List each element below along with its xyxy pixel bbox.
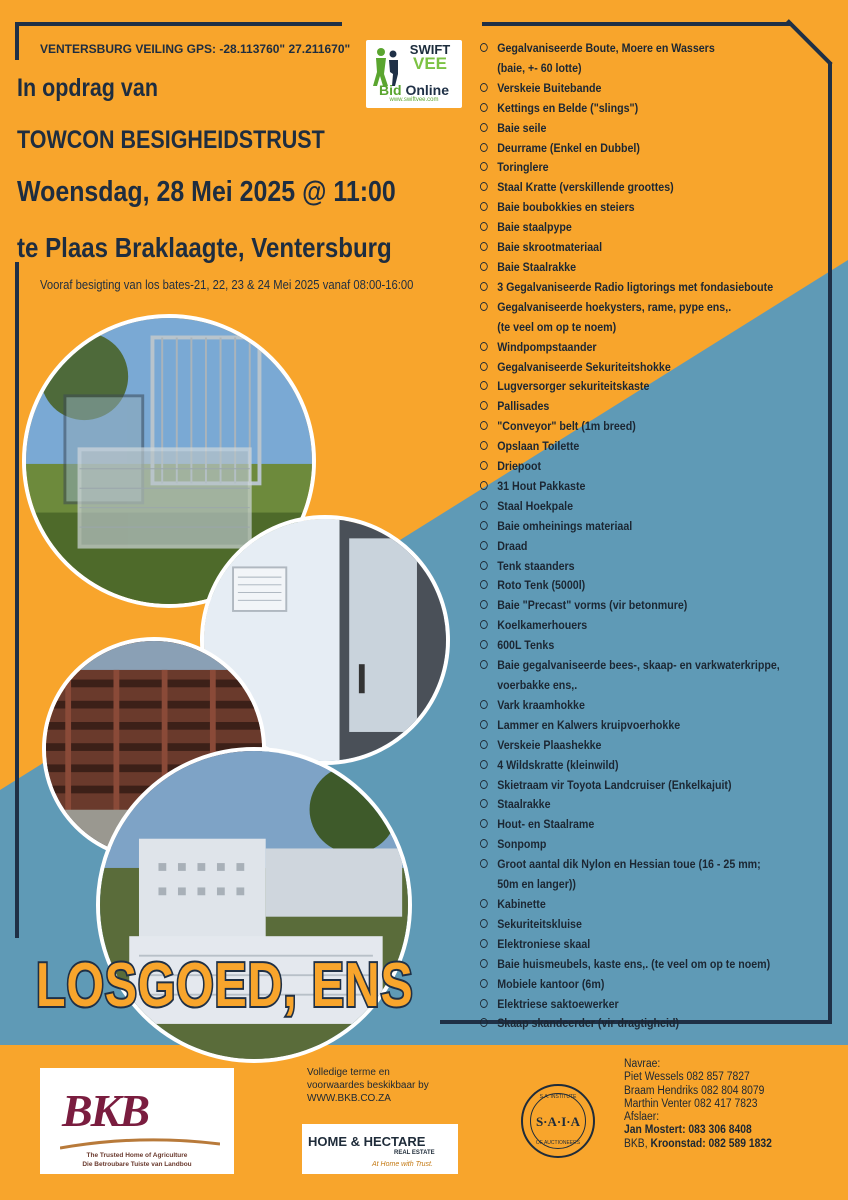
contact-auctioneer	[624, 1124, 822, 1137]
list-item	[480, 457, 841, 477]
list-item-text: Mobiele kantoor (6m)	[497, 976, 605, 991]
list-item-text: Baie skrootmateriaal	[497, 240, 603, 255]
circle-bullet-icon	[480, 1018, 488, 1027]
list-item	[480, 935, 841, 955]
home-hectare-name: HOME & HECTARE	[308, 1134, 426, 1149]
list-item-text: 600L Tenks	[497, 638, 555, 653]
swiftvee-swift-text: SWIFT	[409, 42, 451, 57]
list-item-text: Baie omheinings materiaal	[497, 518, 633, 533]
list-item-text: Opslaan Toilette	[497, 439, 580, 454]
list-item-text: Roto Tenk (5000l)	[497, 578, 586, 593]
list-item	[480, 79, 841, 99]
kroonstad-label: Kroonstad:	[650, 1137, 706, 1150]
circle-bullet-icon	[480, 541, 488, 550]
circle-bullet-icon	[480, 899, 488, 908]
list-item	[480, 537, 841, 557]
bid-word: Bid	[378, 82, 402, 98]
circle-bullet-icon	[480, 939, 488, 948]
list-item-text: Baie boubokkies en steiers	[497, 200, 635, 215]
list-item	[480, 377, 841, 397]
circle-bullet-icon	[480, 43, 488, 52]
contact-1: Piet Wessels 082 857 7827	[624, 1071, 750, 1084]
viewing-dates: Vooraf besigting van los bates-21, 22, 23 & 24 Mei 2025 vanaf 08:00-16:00	[40, 278, 414, 292]
list-item	[480, 278, 841, 298]
list-item-text: Kettings en Belde ("slings")	[497, 100, 639, 115]
bid-online-text	[366, 82, 462, 98]
list-item	[480, 835, 841, 855]
list-item-text: 50m en langer))	[497, 877, 576, 892]
circle-bullet-icon	[480, 720, 488, 729]
list-item-text: Driepoot	[497, 459, 542, 474]
list-item	[480, 119, 841, 139]
kroonstad-number: 082 589 1832	[705, 1137, 772, 1150]
circle-bullet-icon	[480, 740, 488, 749]
circle-bullet-icon	[480, 381, 488, 390]
list-item-text: Sonpomp	[497, 837, 547, 852]
list-item	[480, 895, 841, 915]
list-item-text: Lugversorger sekuriteitskaste	[497, 379, 650, 394]
circle-bullet-icon	[480, 819, 488, 828]
circle-bullet-icon	[480, 521, 488, 530]
list-item	[480, 397, 841, 417]
list-item-text: Staal Hoekpale	[497, 498, 574, 513]
circle-bullet-icon	[480, 202, 488, 211]
circle-bullet-icon	[480, 640, 488, 649]
header-location: te Plaas Braklaagte, Ventersburg	[17, 232, 392, 263]
circle-bullet-icon	[480, 262, 488, 271]
circle-bullet-icon	[480, 362, 488, 371]
list-item	[480, 815, 841, 835]
home-hectare-sub: REAL ESTATE	[394, 1150, 435, 1156]
circle-bullet-icon	[480, 660, 488, 669]
circle-bullet-icon	[480, 919, 488, 928]
circle-bullet-icon	[480, 182, 488, 191]
gps-coordinates: VENTERSBURG VEILING GPS: -28.113760" 27.211670"	[40, 42, 351, 56]
list-item-text: Koelkamerhouers	[497, 618, 588, 633]
circle-bullet-icon	[480, 859, 488, 868]
circle-bullet-icon	[480, 799, 488, 808]
circle-bullet-icon	[480, 760, 488, 769]
online-word: Online	[405, 82, 449, 98]
list-item	[480, 975, 841, 995]
circle-bullet-icon	[480, 401, 488, 410]
circle-bullet-icon	[480, 461, 488, 470]
list-item-text: Sekuriteitskluise	[497, 916, 582, 931]
header-date: Woensdag, 28 Mei 2025 @ 11:00	[17, 176, 396, 208]
list-item	[480, 517, 841, 537]
home-hectare-tagline: At Home with Trust.	[372, 1161, 433, 1168]
circle-bullet-icon	[480, 302, 488, 311]
auctioneer-number: 083 306 8408	[685, 1124, 752, 1137]
list-item-text: (te veel om op te noem)	[497, 319, 617, 334]
circle-bullet-icon	[480, 959, 488, 968]
circle-bullet-icon	[480, 700, 488, 709]
list-item-text: voerbakke ens,.	[497, 678, 578, 692]
list-item	[480, 99, 841, 119]
list-item	[480, 59, 841, 79]
circle-bullet-icon	[480, 600, 488, 609]
list-item-text: 3 Gegalvaniseerde Radio ligtorings met fondasieboute	[497, 279, 774, 294]
list-item	[480, 198, 841, 218]
list-item-text: Hout- en Staalrame	[497, 817, 595, 832]
list-item-text: Staalrakke	[497, 797, 551, 812]
list-item	[480, 477, 841, 497]
list-item-text: Elektroniese skaal	[497, 936, 591, 951]
list-item	[480, 736, 841, 756]
circle-bullet-icon	[480, 282, 488, 291]
circle-bullet-icon	[480, 103, 488, 112]
list-item	[480, 158, 841, 178]
list-item-text: Gegalvaniseerde Sekuriteitshokke	[497, 359, 671, 374]
header-line-1: In opdrag van	[17, 74, 158, 102]
contact-3: Marthin Venter 082 417 7823	[624, 1097, 758, 1110]
list-item	[480, 417, 841, 437]
frame-line-left-lower	[15, 262, 19, 938]
navrae-label: Navrae:	[624, 1058, 661, 1070]
swiftvee-logo	[366, 40, 462, 108]
contact-block	[624, 1058, 822, 1151]
list-item	[480, 576, 841, 596]
list-item	[480, 616, 841, 636]
list-item	[480, 238, 841, 258]
list-item	[480, 795, 841, 815]
terms-text	[307, 1066, 437, 1105]
list-item	[480, 338, 841, 358]
bkb-tagline-en: The Trusted Home of Agriculture	[86, 1152, 188, 1159]
list-item-text: 31 Hout Pakkaste	[497, 478, 586, 493]
list-item	[480, 437, 841, 457]
list-item-text: Pallisades	[497, 399, 550, 414]
list-item	[480, 1014, 841, 1034]
saia-bottom-text: OF AUCTIONEERS	[535, 1140, 581, 1146]
circle-bullet-icon	[480, 342, 488, 351]
circle-bullet-icon	[480, 501, 488, 510]
terms-line-2: voorwaardes beskikbaar by	[307, 1080, 429, 1091]
list-item-text: Baie staalpype	[497, 220, 572, 235]
main-title: LOSGOED, ENS	[36, 951, 414, 1020]
list-item	[480, 915, 841, 935]
circle-bullet-icon	[480, 242, 488, 251]
list-item	[480, 756, 841, 776]
list-item	[480, 178, 841, 198]
list-item-text: Lammer en Kalwers kruipvoerhokke	[497, 717, 681, 732]
contact-2: Braam Hendriks 082 804 8079	[624, 1084, 765, 1097]
list-item-text: Baie huismeubels, kaste ens,. (te veel om op te noem)	[497, 956, 771, 971]
circle-bullet-icon	[480, 123, 488, 132]
list-item	[480, 358, 841, 378]
auction-item-list	[480, 39, 830, 1034]
list-item	[480, 875, 841, 895]
list-item-text: Skaap skandeerder (vir dragtigheid)	[497, 1016, 680, 1031]
list-item	[480, 497, 841, 517]
list-item-text: Gegalvaniseerde hoekysters, rame, pype ens,.	[497, 299, 732, 314]
list-item-text: Gegalvaniseerde Boute, Moere en Wassers	[497, 41, 715, 55]
bkb-prefix: BKB,	[624, 1137, 651, 1150]
list-item	[480, 298, 841, 318]
list-item	[480, 955, 841, 975]
bkb-mark: BKB	[62, 1085, 149, 1136]
circle-bullet-icon	[480, 421, 488, 430]
list-item-text: "Conveyor" belt (1m breed)	[497, 419, 636, 434]
list-item	[480, 596, 841, 616]
list-item-text: Kabinette	[497, 896, 546, 911]
circle-bullet-icon	[480, 780, 488, 789]
afslaer-label: Afslaer:	[624, 1111, 660, 1124]
circle-bullet-icon	[480, 561, 488, 570]
list-item-text: Elektriese saktoewerker	[497, 996, 619, 1011]
list-item	[480, 855, 841, 875]
auctioneer-name: Jan Mostert:	[624, 1124, 686, 1137]
list-item	[480, 676, 841, 696]
list-item	[480, 218, 841, 238]
terms-line-1: Volledige terme en	[307, 1067, 390, 1078]
contact-kroonstad	[624, 1138, 822, 1151]
list-item	[480, 318, 841, 338]
circle-bullet-icon	[480, 83, 488, 92]
list-item-text: Vark kraamhokke	[497, 697, 585, 712]
frame-line-left	[15, 22, 19, 60]
list-item-text: Skietraam vir Toyota Landcruiser (Enkelkajuit)	[497, 777, 732, 792]
list-item	[480, 139, 841, 159]
circle-bullet-icon	[480, 620, 488, 629]
list-item	[480, 995, 841, 1015]
list-item-text: (baie, +- 60 lotte)	[497, 60, 582, 75]
bkb-tagline-af: Die Betroubare Tuiste van Landbou	[82, 1161, 192, 1168]
saia-top-text: S.A. INSTITUTE	[539, 1094, 577, 1100]
swiftvee-url: www.swiftvee.com	[389, 97, 439, 103]
bkb-swoosh-icon	[60, 1138, 220, 1150]
list-item	[480, 557, 841, 577]
list-item-text: Groot aantal dik Nylon en Hessian toue (16 - 25 mm;	[497, 857, 761, 872]
frame-line-top-left	[15, 22, 342, 26]
list-item	[480, 696, 841, 716]
list-item-text: Windpompstaander	[497, 339, 597, 354]
home-hectare-logo	[302, 1124, 458, 1174]
list-item	[480, 776, 841, 796]
circle-bullet-icon	[480, 999, 488, 1008]
circle-bullet-icon	[480, 839, 488, 848]
swiftvee-vee-text: VEE	[412, 54, 448, 73]
list-item-text: Verskeie Buitebande	[497, 80, 602, 95]
terms-url[interactable]: WWW.BKB.CO.ZA	[307, 1093, 391, 1104]
list-item-text: Baie "Precast" vorms (vir betonmure)	[497, 598, 688, 613]
list-item-text: 4 Wildskratte (kleinwild)	[497, 757, 619, 772]
circle-bullet-icon	[480, 481, 488, 490]
header-trust-name: TOWCON BESIGHEIDSTRUST	[17, 126, 325, 154]
list-item	[480, 716, 841, 736]
saia-text: S·A·I·A	[535, 1114, 581, 1129]
circle-bullet-icon	[480, 222, 488, 231]
circle-bullet-icon	[480, 979, 488, 988]
list-item	[480, 39, 841, 59]
saia-seal	[521, 1084, 595, 1158]
circle-bullet-icon	[480, 580, 488, 589]
circle-bullet-icon	[480, 143, 488, 152]
list-item-text: Draad	[497, 538, 528, 553]
list-item-text: Baie Staalrakke	[497, 259, 576, 274]
circle-bullet-icon	[480, 441, 488, 450]
bkb-logo	[40, 1068, 234, 1174]
list-item	[480, 258, 841, 278]
list-item-text: Verskeie Plaashekke	[497, 737, 602, 752]
list-item-text: Baie gegalvaniseerde bees-, skaap- en varkwaterkrippe,	[497, 658, 780, 673]
circle-bullet-icon	[480, 162, 488, 171]
list-item-text: Toringlere	[497, 160, 549, 175]
swiftvee-name	[402, 43, 458, 71]
list-item	[480, 636, 841, 656]
frame-line-top-right	[482, 22, 792, 26]
list-item-text: Staal Kratte (verskillende groottes)	[497, 180, 674, 195]
list-item	[480, 656, 841, 676]
list-item-text: Baie seile	[497, 120, 547, 135]
list-item-text: Tenk staanders	[497, 558, 575, 573]
list-item-text: Deurrame (Enkel en Dubbel)	[497, 140, 640, 155]
